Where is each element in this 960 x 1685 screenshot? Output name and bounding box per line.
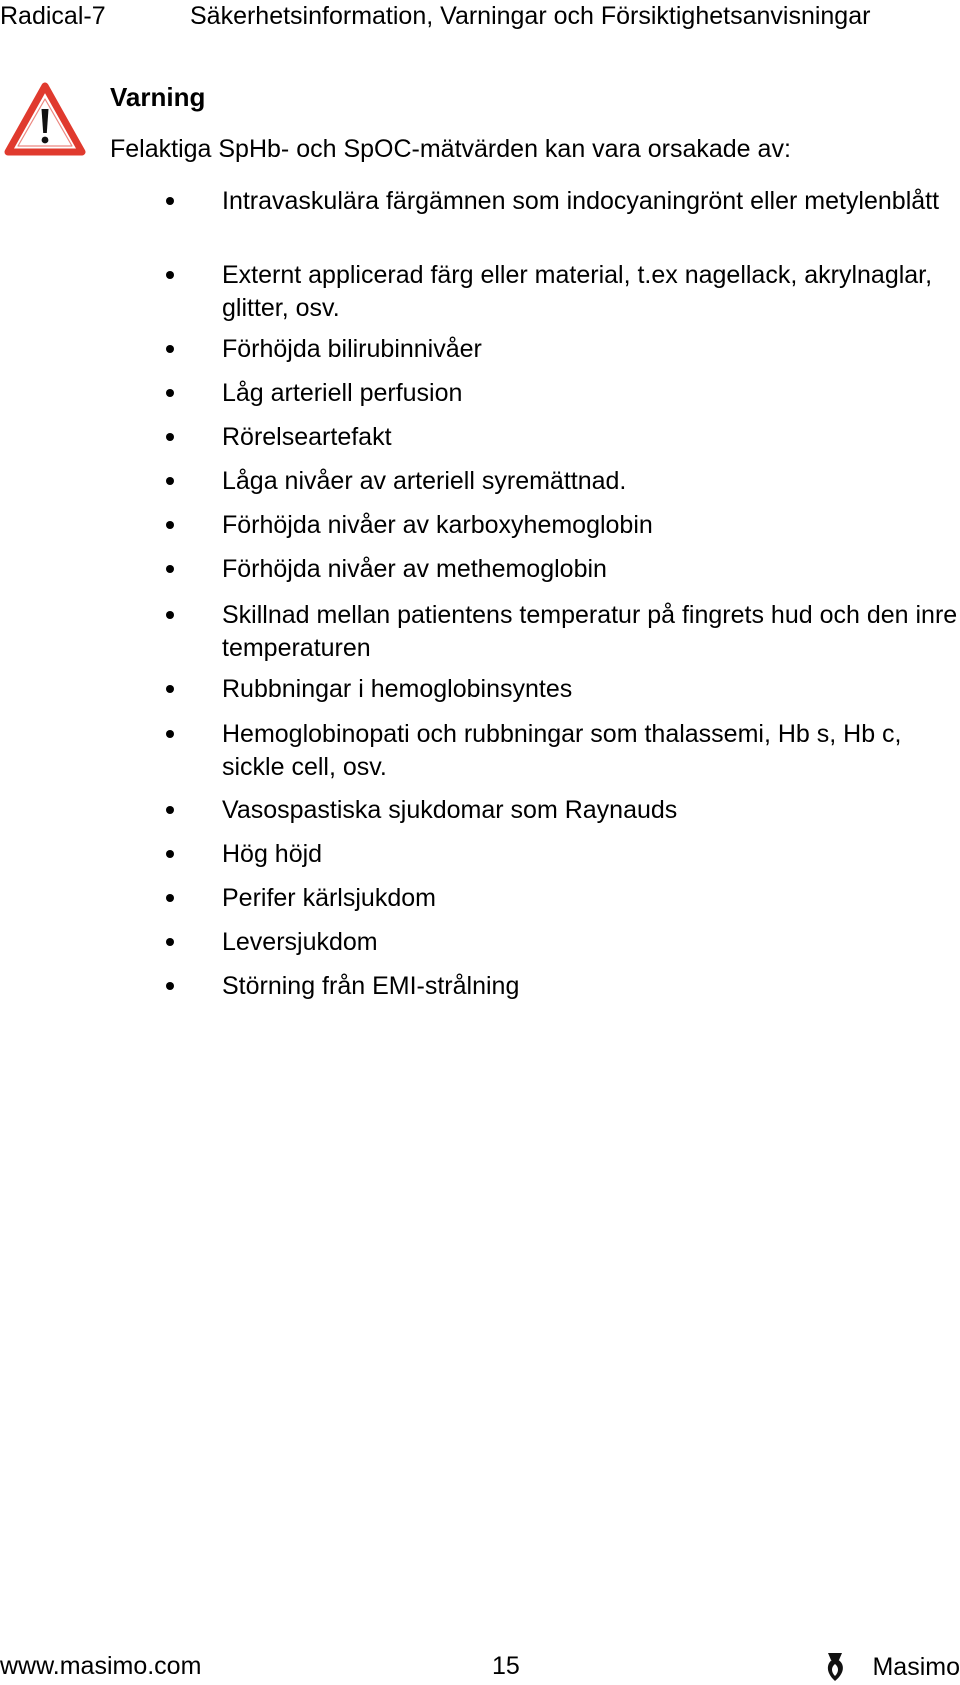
header-product-name: Radical-7: [0, 2, 106, 30]
bullet-icon: [166, 477, 174, 485]
masimo-logo-icon: [820, 1650, 850, 1684]
page-header: [0, 0, 960, 34]
warning-title: Varning: [110, 82, 206, 112]
page-number: 15: [492, 1652, 520, 1680]
list-item-text: Hemoglobinopati och rubbningar som thalassemi, Hb s, Hb c, sickle cell, osv.: [222, 720, 902, 781]
page-footer: [0, 1650, 960, 1685]
list-item-text: Vasospastiska sjukdomar som Raynauds: [222, 796, 678, 824]
bullet-icon: [166, 345, 174, 353]
list-item-text: Förhöjda bilirubinnivåer: [222, 335, 482, 363]
list-item-text: Rörelseartefakt: [222, 423, 392, 451]
bullet-icon: [166, 389, 174, 397]
list-item-text: Perifer kärlsjukdom: [222, 884, 436, 912]
warning-intro-text: Felaktiga SpHb- och SpOC-mätvärden kan vara orsakade av:: [110, 135, 791, 163]
footer-brand: [820, 1650, 960, 1684]
bullet-icon: [166, 806, 174, 814]
list-item-text: Skillnad mellan patientens temperatur på fingrets hud och den inre temperaturen: [222, 601, 958, 662]
header-section-title: Säkerhetsinformation, Varningar och Försiktighetsanvisningar: [190, 2, 871, 30]
bullet-icon: [166, 982, 174, 990]
bullet-icon: [166, 271, 174, 279]
list-item-text: Låg arteriell perfusion: [222, 379, 463, 407]
bullet-icon: [166, 197, 174, 205]
list-item-text: Leversjukdom: [222, 928, 378, 956]
bullet-icon: [166, 521, 174, 529]
list-item-text: Rubbningar i hemoglobinsyntes: [222, 675, 573, 703]
list-item-text: Hög höjd: [222, 840, 323, 868]
bullet-icon: [166, 938, 174, 946]
warning-triangle-icon: [4, 82, 86, 156]
list-item-text: Låga nivåer av arteriell syremättnad.: [222, 467, 627, 495]
brand-name: Masimo: [872, 1653, 960, 1681]
bullet-icon: [166, 685, 174, 693]
bullet-icon: [166, 850, 174, 858]
list-item-text: Förhöjda nivåer av methemoglobin: [222, 555, 607, 583]
bullet-icon: [166, 565, 174, 573]
list-item-text: Störning från EMI-strålning: [222, 972, 520, 1000]
list-item-text: Externt applicerad färg eller material, t.ex nagellack, akrylnaglar, glitter, osv.: [222, 261, 933, 322]
list-item-text: Intravaskulära färgämnen som indocyaningrönt eller metylenblått: [222, 187, 940, 215]
bullet-icon: [166, 433, 174, 441]
list-item-text: Förhöjda nivåer av karboxyhemoglobin: [222, 511, 653, 539]
footer-website-link[interactable]: www.masimo.com: [0, 1652, 202, 1680]
bullet-icon: [166, 730, 174, 738]
bullet-icon: [166, 894, 174, 902]
bullet-icon: [166, 611, 174, 619]
